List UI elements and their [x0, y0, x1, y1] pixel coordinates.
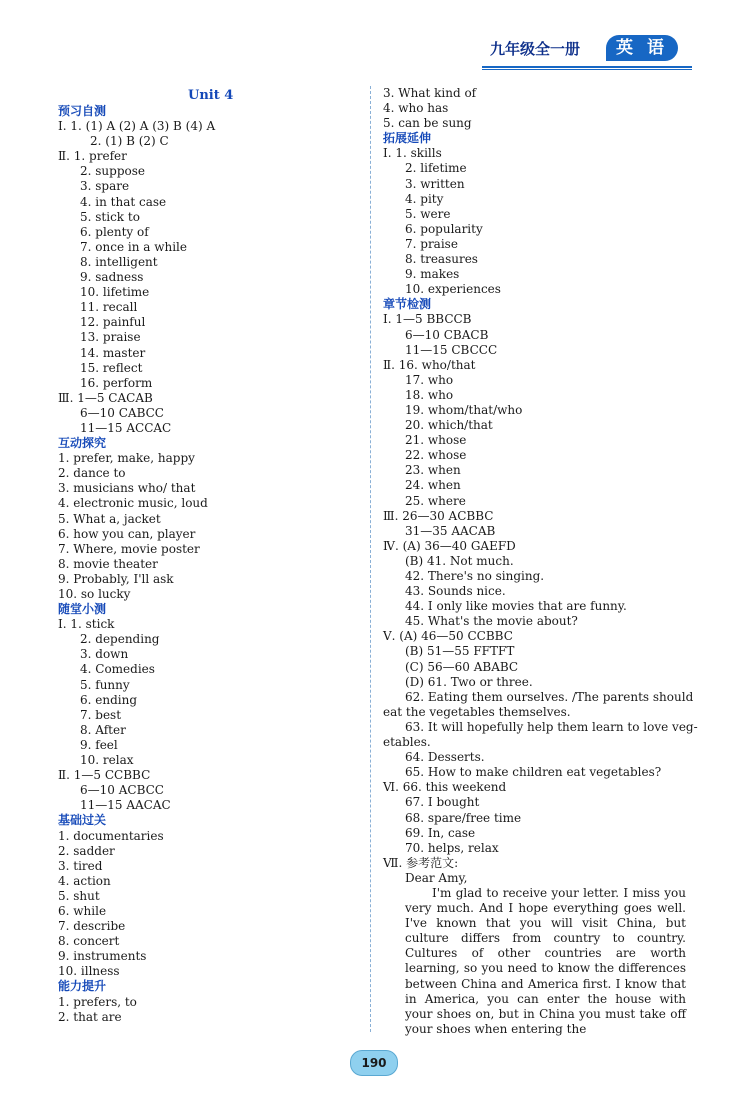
answer-line: 4. Comedies [80, 662, 155, 677]
answer-line: 45. What's the movie about? [405, 614, 578, 629]
answer-line: Ⅲ. 1—5 CACAB [58, 390, 153, 405]
section-heading: 拓展延伸 [383, 131, 432, 146]
answer-line: 70. helps, relax [405, 840, 499, 855]
answer-line: 8. intelligent [80, 254, 158, 269]
answer-line: 10. relax [80, 753, 134, 768]
answer-line: 3. down [80, 647, 129, 662]
answer-line: 8. movie theater [58, 556, 158, 571]
answer-line: 42. There's no singing. [405, 569, 545, 583]
answer-line: 9. makes [405, 267, 460, 282]
section-heading: 互动探究 [58, 436, 107, 451]
section-heading: 预习自测 [58, 104, 107, 118]
answer-line: 6. plenty of [80, 224, 149, 239]
section-heading: 章节检测 [383, 297, 432, 312]
answer-line: 5. can be sung [383, 116, 472, 131]
answer-line: Ⅵ. 66. this weekend [383, 780, 507, 795]
answer-line: 10. lifetime [80, 285, 150, 300]
answer-line: Ⅱ. 16. who/that [383, 357, 476, 372]
answer-line: 3. spare [80, 179, 130, 194]
answer-line: 10. illness [58, 964, 120, 979]
answer-line: 7. Where, movie poster [58, 541, 200, 556]
answer-line: 7. once in a while [80, 239, 187, 254]
answer-line: 11—15 AACAC [80, 798, 171, 813]
answer-line: 14. master [80, 345, 146, 360]
answer-line: Ⅰ. 1. stick [58, 617, 115, 632]
answer-line: 2. that are [58, 1009, 122, 1024]
answer-line: 69. In, case [405, 825, 476, 840]
answer-line: 8. concert [58, 934, 120, 949]
answer-line: 7. best [80, 707, 122, 722]
answer-line: etables. [383, 735, 431, 750]
answer-line: 13. praise [80, 330, 141, 345]
answer-line: 43. Sounds nice. [405, 584, 506, 599]
answer-line: 6—10 CABCC [80, 405, 164, 420]
answer-line: 2. suppose [80, 164, 145, 179]
answer-line: Dear Amy, [405, 870, 468, 885]
answer-line: (B) 41. Not much. [405, 553, 514, 568]
answer-line: Ⅰ. 1. (1) A (2) A (3) B (4) A [58, 119, 216, 134]
answer-line: 11—15 CBCCC [405, 342, 498, 357]
answer-line: 63. It will hopefully help them learn to love veg- [405, 719, 698, 734]
answer-line: 24. when [405, 478, 461, 493]
answer-line: 1. documentaries [58, 828, 164, 843]
unit-title: Unit 4 [188, 88, 234, 103]
answer-line: 6—10 CBACB [405, 327, 489, 342]
answer-line: 11—15 ACCAC [80, 420, 172, 435]
answer-line: 3. tired [58, 858, 103, 873]
answer-line: 23. when [405, 463, 461, 478]
answer-line: 8. After [80, 722, 126, 737]
answer-line: 15. reflect [80, 360, 143, 375]
answer-line: 16. perform [80, 375, 153, 390]
answer-line: eat the vegetables themselves. [383, 704, 571, 719]
header-grade: 九年级全一册 [490, 40, 581, 58]
answer-line: 6. while [58, 903, 107, 918]
answer-line: 21. whose [405, 433, 467, 448]
answer-line: 3. written [405, 176, 465, 191]
answer-line: 11. recall [80, 300, 138, 315]
answer-line: 65. How to make children eat vegetables? [405, 765, 662, 780]
answer-line: 18. who [405, 387, 454, 402]
answer-line: 10. so lucky [58, 587, 131, 601]
page-number: 190 [350, 1050, 398, 1076]
section-heading: 随堂小测 [58, 602, 107, 617]
answer-line: 6—10 ACBCC [80, 783, 164, 798]
answer-line: 62. Eating them ourselves. /The parents should [405, 689, 694, 704]
answer-line: (D) 61. Two or three. [405, 674, 533, 689]
answer-line: Ⅲ. 26—30 ACBBC [383, 508, 494, 523]
answer-line: 8. treasures [405, 252, 478, 267]
answer-line: 5. What a, jacket [58, 511, 161, 526]
header-rule-thin [482, 69, 692, 70]
answer-line: 4. pity [405, 191, 444, 206]
left-answer-column [58, 104, 348, 1025]
answer-line: Ⅰ. 1—5 BBCCB [383, 312, 472, 327]
answer-line: 9. sadness [80, 270, 144, 285]
answer-line: 9. instruments [58, 949, 147, 964]
answer-line: 20. which/that [405, 418, 493, 433]
answer-line: 1. prefers, to [58, 994, 137, 1009]
answer-line: Ⅳ. (A) 36—40 GAEFD [383, 538, 516, 553]
answer-line: Ⅰ. 1. skills [383, 146, 442, 161]
section-heading: 基础过关 [58, 813, 107, 828]
answer-line: Ⅱ. 1. prefer [58, 149, 127, 164]
answer-line: (B) 51—55 FFTFT [405, 644, 515, 659]
answer-line: 4. electronic music, loud [58, 496, 208, 511]
answer-line: 19. whom/that/who [405, 402, 523, 417]
answer-line: 5. stick to [80, 209, 140, 224]
answer-line: 2. sadder [58, 843, 115, 858]
answer-line: 17. who [405, 372, 454, 387]
answer-line: Ⅱ. 1—5 CCBBC [58, 768, 151, 783]
sample-essay: I'm glad to receive your letter. I miss you very much. And I hope everything goes well. I've known that you will visit China, but culture differs from country to country. Cultures of other countries are worth learning, so you need to know the differences between China and America first. I know that in America, you can enter the house with your shoes on, but in China you must take off your shoes when entering the [405, 885, 686, 1036]
answer-line: 2. (1) B (2) C [90, 134, 169, 149]
answer-line: 3. What kind of [383, 86, 477, 100]
answer-line: 22. whose [405, 448, 467, 463]
answer-line: 10. experiences [405, 282, 501, 297]
answer-line: Ⅴ. (A) 46—50 CCBBC [383, 629, 513, 644]
header-rule [482, 66, 692, 68]
answer-line: 12. painful [80, 315, 146, 330]
answer-line: 1. prefer, make, happy [58, 451, 195, 466]
header-subject-badge: 英 语 [606, 35, 678, 61]
answer-line: 7. describe [58, 919, 126, 934]
answer-line: 2. dance to [58, 466, 126, 481]
answer-line: 25. where [405, 493, 466, 508]
answer-line: Ⅶ. 参考范文: [383, 855, 459, 870]
answer-line: 3. musicians who/ that [58, 481, 196, 496]
answer-line: 5. funny [80, 677, 130, 692]
column-divider [370, 86, 371, 1032]
answer-line: 6. ending [80, 692, 138, 707]
answer-line: 7. praise [405, 236, 458, 251]
answer-line: 2. lifetime [405, 161, 467, 176]
answer-line: 67. I bought [405, 795, 480, 810]
answer-line: 6. popularity [405, 221, 483, 236]
answer-line: 2. depending [80, 632, 160, 647]
answer-line: (C) 56—60 ABABC [405, 659, 519, 674]
answer-line: 9. Probably, I'll ask [58, 571, 174, 586]
answer-line: 6. how you can, player [58, 526, 196, 541]
answer-line: 64. Desserts. [405, 750, 485, 765]
answer-line: 9. feel [80, 737, 118, 752]
answer-line: 4. action [58, 873, 111, 888]
answer-line: 68. spare/free time [405, 810, 522, 825]
section-heading: 能力提升 [58, 979, 107, 994]
answer-line: 4. who has [383, 101, 449, 116]
answer-line: 31—35 AACAB [405, 523, 496, 538]
answer-line: 5. shut [58, 888, 100, 903]
answer-line: 44. I only like movies that are funny. [405, 599, 627, 614]
right-answer-column [383, 86, 698, 1037]
answer-line: 5. were [405, 206, 451, 221]
answer-line: 4. in that case [80, 194, 167, 209]
